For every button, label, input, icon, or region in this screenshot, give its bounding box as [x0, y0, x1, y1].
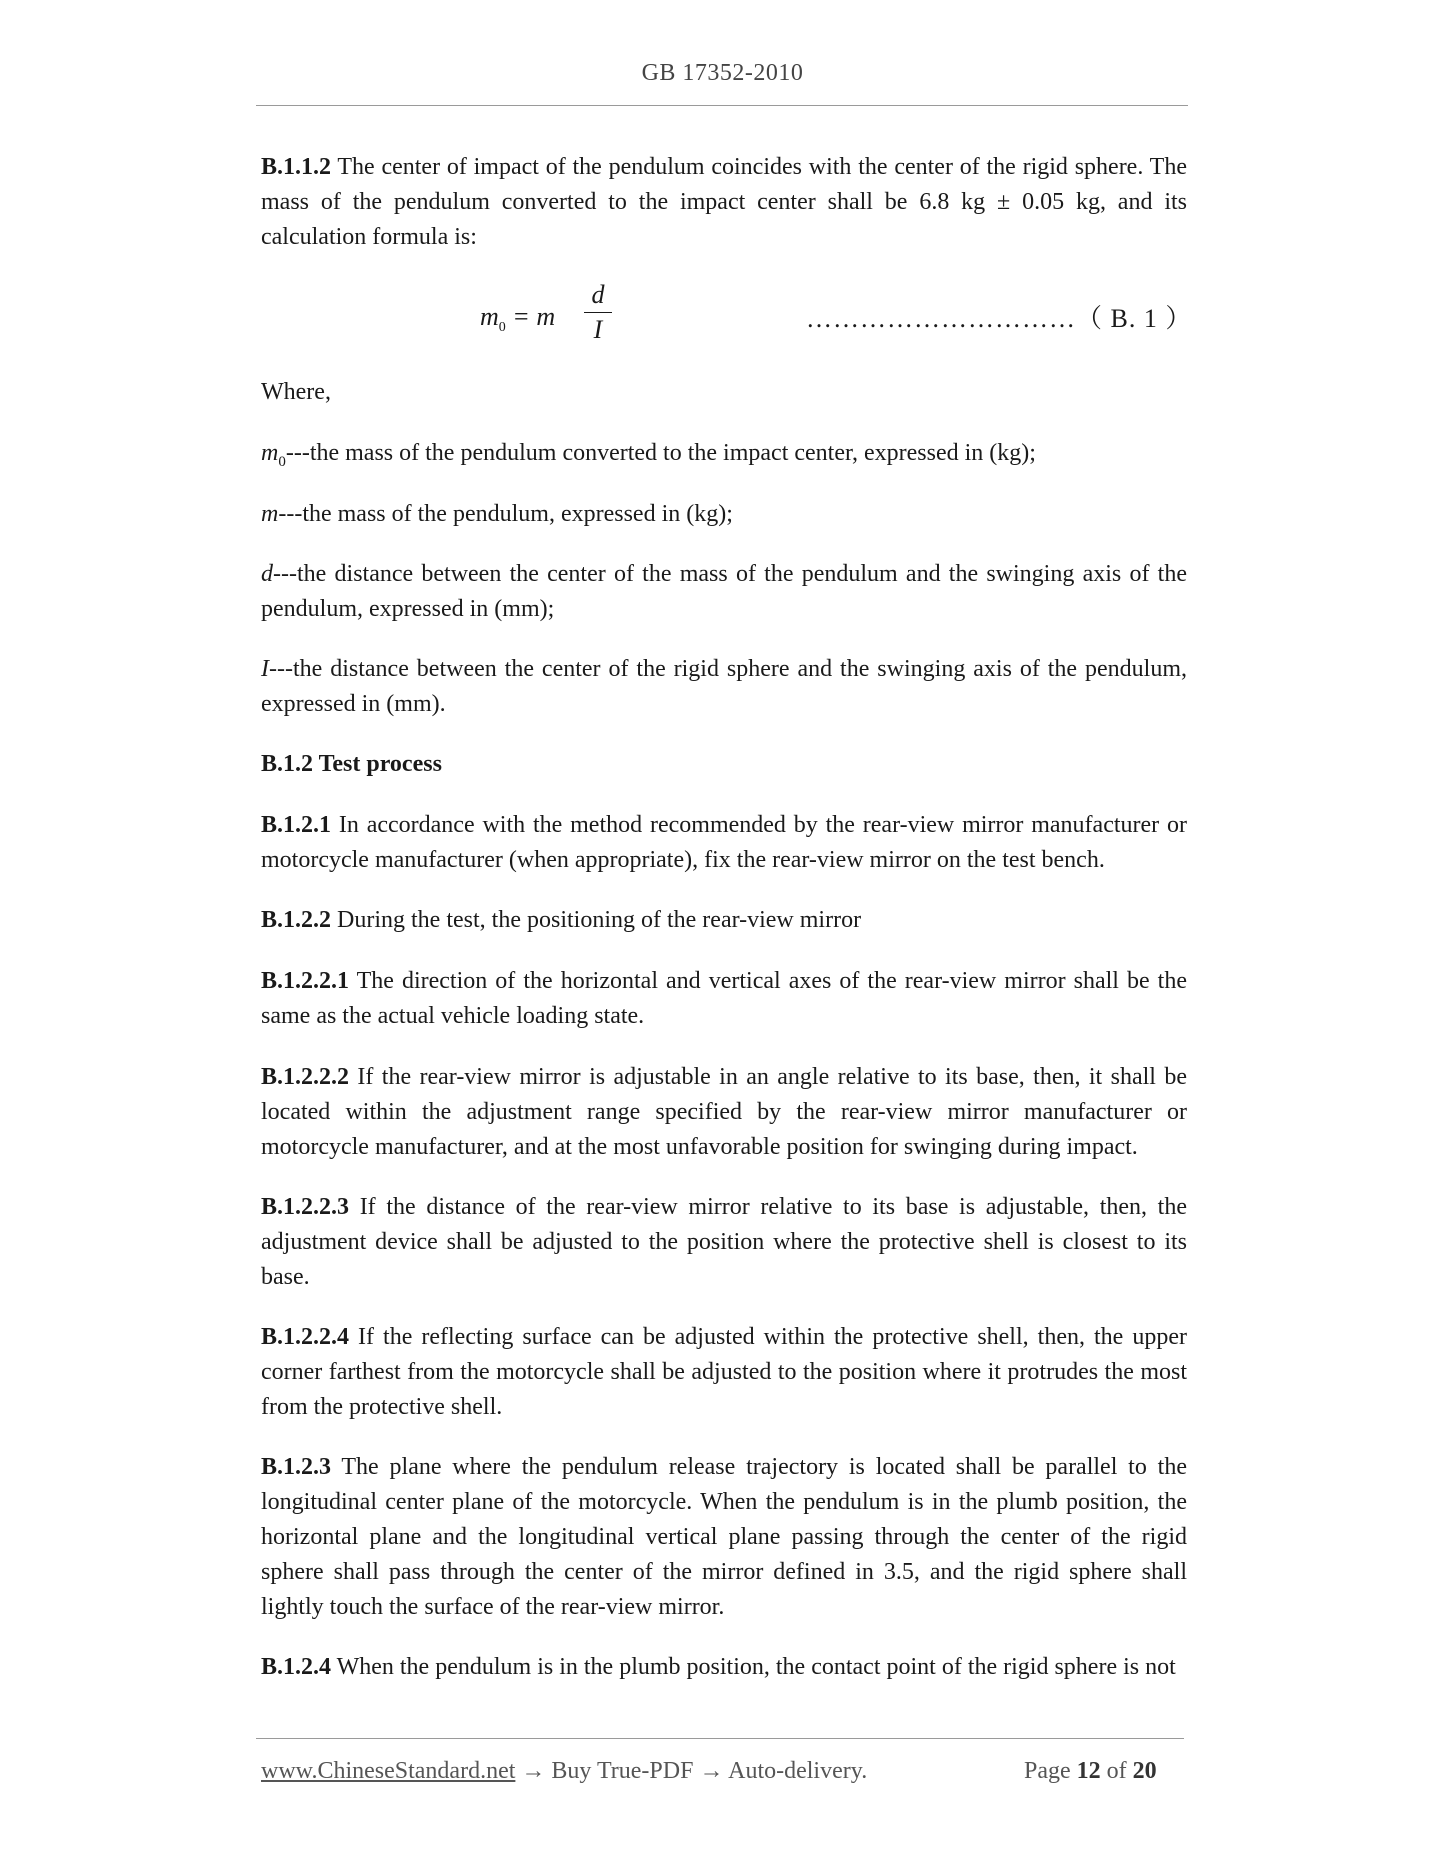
- paragraph-b1-2-2-4: [261, 1320, 1187, 1425]
- clause-text: If the rear-view mirror is adjustable in an angle relative to its base, then, it shall be located within the adjustment range specified by the rear-view mirror manufacturer or motorcycle manufacturer, and at the most unfavorable position for swinging during impact.: [261, 1064, 1187, 1160]
- def-var: m: [261, 501, 279, 527]
- def-text: ---the distance between the center of the rigid sphere and the swinging axis of the pendulum, expressed in (mm).: [261, 656, 1187, 717]
- clause-text: The center of impact of the pendulum coincides with the center of the rigid sphere. The mass of the pendulum converted to the impact center shall be 6.8 kg ± 0.05 kg, and its calculation formula is:: [261, 154, 1187, 250]
- section-heading: B.1.2 Test process: [261, 751, 442, 777]
- paragraph-b1-2-4: [261, 1650, 1187, 1685]
- footer-promo: [261, 1758, 867, 1785]
- clause-number: B.1.2.2: [261, 907, 332, 933]
- definition-i: [261, 652, 1187, 722]
- header-divider: [256, 105, 1188, 106]
- fraction-bar: [584, 312, 612, 313]
- def-var: I: [261, 656, 269, 682]
- def-var: m: [261, 440, 279, 466]
- paragraph-b1-2-2-2: [261, 1060, 1187, 1165]
- formula-fraction: [584, 280, 612, 345]
- formula-lhs-sub: 0: [498, 320, 506, 336]
- page-number: 12: [1076, 1758, 1101, 1784]
- clause-text: The direction of the horizontal and vertical axes of the rear-view mirror shall be the same as the actual vehicle loading state.: [261, 968, 1187, 1029]
- clause-text: During the test, the positioning of the rear-view mirror: [331, 907, 862, 933]
- site-link[interactable]: www.ChineseStandard.net: [261, 1758, 516, 1784]
- clause-text: If the distance of the rear-view mirror relative to its base is adjustable, then, the adjustment device shall be adjusted to the position where the protective shell is closest to its base.: [261, 1194, 1187, 1290]
- of-label: of: [1100, 1758, 1133, 1784]
- clause-text: In accordance with the method recommended by the rear-view mirror manufacturer or motorcycle manufacturer (when appropriate), fix the rear-view mirror on the test bench.: [261, 812, 1187, 873]
- formula-lhs-var: m: [480, 302, 499, 331]
- clause-text: The plane where the pendulum release trajectory is located shall be parallel to the longitudinal center plane of the motorcycle. When the pendulum is in the plumb position, the horizontal plane and the longitudinal vertical plane passing through the center of the rigid sphere shall pass through the center of the mirror defined in 3.5, and the rigid sphere shall lightly touch the surface of the rear-view mirror.: [261, 1454, 1187, 1620]
- formula-denominator: I: [593, 315, 603, 344]
- def-text: ---the distance between the center of the mass of the pendulum and the swinging axis of the pendulum, expressed in (mm);: [261, 561, 1187, 622]
- clause-number: B.1.2.1: [261, 812, 332, 838]
- def-var: d: [261, 561, 273, 587]
- clause-number: B.1.2.3: [261, 1454, 332, 1480]
- paragraph-b1-2-2-3: [261, 1190, 1187, 1295]
- where-label: Where,: [261, 379, 331, 405]
- clause-text: When the pendulum is in the plumb position, the contact point of the rigid sphere is not: [331, 1654, 1176, 1680]
- formula-numerator: d: [591, 280, 605, 309]
- paragraph-b1-2-2: [261, 903, 1187, 938]
- paragraph-b1-2-2-1: [261, 964, 1187, 1034]
- page-total: 20: [1132, 1758, 1157, 1784]
- clause-number: B.1.2.4: [261, 1654, 332, 1680]
- page-header-title: GB 17352-2010: [641, 60, 804, 86]
- definition-m: [261, 497, 1187, 532]
- clause-number: B.1.2.2.1: [261, 968, 350, 994]
- def-sub: 0: [278, 453, 286, 470]
- definition-d: [261, 557, 1187, 627]
- formula-eq: = m: [505, 302, 556, 331]
- paragraph-b1-1-2: [261, 150, 1187, 255]
- def-text: ---the mass of the pendulum, expressed in (kg);: [278, 501, 733, 527]
- clause-text: If the reflecting surface can be adjusted within the protective shell, then, the upper corner farthest from the motorcycle shall be adjusted to the position where it protrudes the most from the protective shell.: [261, 1324, 1187, 1420]
- definition-m0: [261, 436, 1187, 480]
- clause-number: B.1.2.2.3: [261, 1194, 350, 1220]
- page-indicator: [1024, 1758, 1157, 1785]
- formula-lhs: [480, 302, 555, 336]
- def-text: ---the mass of the pendulum converted to the impact center, expressed in (kg);: [285, 440, 1036, 466]
- promo-text: → Buy True-PDF → Auto-delivery.: [515, 1758, 868, 1784]
- equation-reference: …………………………（ B. 1 ）: [806, 304, 1193, 333]
- clause-number: B.1.2.2.2: [261, 1064, 350, 1090]
- paragraph-b1-2-1: [261, 808, 1187, 878]
- clause-number: B.1.2.2.4: [261, 1324, 350, 1350]
- clause-number: B.1.1.2: [261, 154, 332, 180]
- paragraph-b1-2-3: [261, 1450, 1187, 1625]
- footer-divider: [256, 1738, 1184, 1739]
- page-label: Page: [1024, 1758, 1077, 1784]
